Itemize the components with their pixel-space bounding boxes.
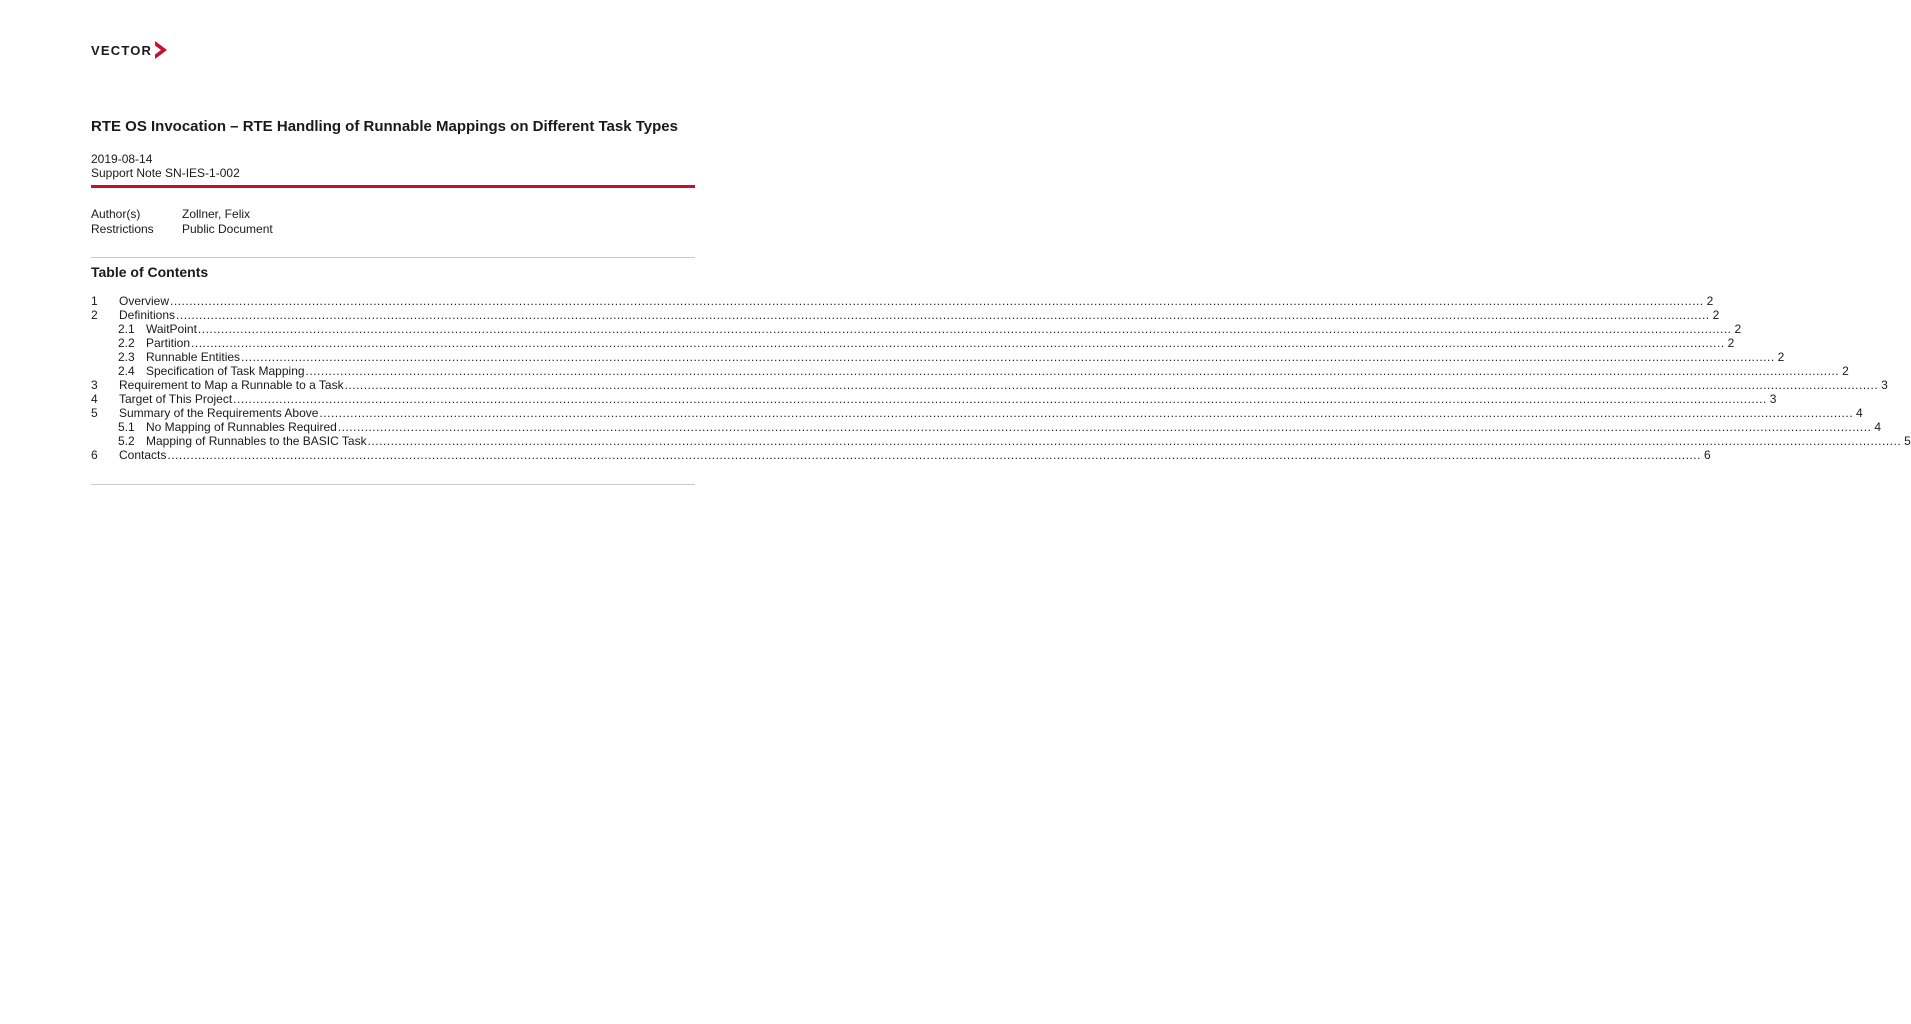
toc-entry-number: 2 [91,308,98,322]
toc-entry-title: Target of This Project [119,392,233,406]
toc-entry-page: 2 [1727,336,1735,350]
toc-entry-page: 2 [1734,322,1742,336]
toc-entry-page: 2 [1706,294,1714,308]
toc-entry-number: 4 [91,392,98,406]
toc-entry-page: 4 [1856,406,1863,420]
logo-text: VECTOR [91,42,153,58]
toc-entry[interactable] [91,448,1711,462]
toc-entry-number: 2.1 [118,322,135,336]
toc-entry[interactable] [91,378,1888,392]
toc-entry-number: 5.1 [118,420,135,434]
title-divider [91,185,695,188]
toc-leader-dots: ................................................................................................................................................................................................................................................................................................................................................................................................................ [233,392,1767,406]
toc-entry[interactable] [91,322,1742,336]
toc-entry[interactable] [91,336,1735,350]
toc-entry-title: No Mapping of Runnables Required [146,420,337,434]
toc-entry-page: 2 [1712,308,1720,322]
document-info [91,207,273,237]
toc-leader-dots: ................................................................................................................................................................................................................................................................................................................................................................................................................ [344,378,1879,392]
toc-leader-dots: ................................................................................................................................................................................................................................................................................................................................................................................................................ [305,364,1840,378]
toc-entry-number: 3 [91,378,98,392]
toc-leader-dots: ................................................................................................................................................................................................................................................................................................................................................................................................................ [337,420,1872,434]
toc-end-divider [91,484,695,485]
toc-entry-page: 5 [1904,434,1911,448]
toc-entry[interactable] [91,294,1714,308]
toc-entry[interactable] [91,420,1882,434]
toc-entry[interactable] [91,434,1911,448]
toc-entry-title: Runnable Entities [146,350,241,364]
toc-entry[interactable] [91,308,1720,322]
restrictions-row [91,222,273,237]
toc-entry[interactable] [91,350,1785,364]
toc-leader-dots: ................................................................................................................................................................................................................................................................................................................................................................................................................ [367,434,1902,448]
toc-entry-number: 5 [91,406,98,420]
toc-leader-dots: ................................................................................................................................................................................................................................................................................................................................................................................................................ [170,294,1704,308]
toc-heading: Table of Contents [91,264,209,280]
toc-leader-dots: ................................................................................................................................................................................................................................................................................................................................................................................................................ [241,350,1775,364]
toc-entry-title: Summary of the Requirements Above [119,406,319,420]
toc-entry[interactable] [91,392,1777,406]
toc-entry-title: Mapping of Runnables to the BASIC Task [146,434,367,448]
toc-entry-page: 6 [1703,448,1711,462]
toc-entry-number: 2.3 [118,350,135,364]
document-title: RTE OS Invocation – RTE Handling of Runnable Mappings on Different Task Types [91,118,678,135]
author-value: Zollner, Felix [182,207,251,221]
toc-entry-page: 2 [1842,364,1849,378]
toc-entry-title: Specification of Task Mapping [146,364,305,378]
toc-entry-page: 3 [1769,392,1777,406]
table-of-contents [91,294,1911,462]
toc-entry-number: 6 [91,448,98,462]
toc-entry-title: Overview [119,294,170,308]
toc-entry-number: 5.2 [118,434,135,448]
restrictions-value: Public Document [182,222,273,236]
support-note-id: Support Note SN-IES-1-002 [91,166,240,180]
vector-logo [91,41,168,59]
toc-leader-dots: ................................................................................................................................................................................................................................................................................................................................................................................................................ [176,308,1710,322]
author-row [91,207,273,222]
author-label: Author(s) [91,207,141,221]
toc-entry-title: Requirement to Map a Runnable to a Task [119,378,344,392]
section-divider [91,257,695,258]
toc-entry-page: 2 [1777,350,1785,364]
toc-entry-page: 3 [1881,378,1888,392]
toc-entry-page: 4 [1874,420,1882,434]
toc-entry-number: 1 [91,294,98,308]
toc-entry-title: WaitPoint [146,322,197,336]
toc-entry-title: Partition [146,336,191,350]
toc-entry-number: 2.4 [118,364,135,378]
toc-leader-dots: ................................................................................................................................................................................................................................................................................................................................................................................................................ [319,406,1854,420]
toc-leader-dots: ................................................................................................................................................................................................................................................................................................................................................................................................................ [197,322,1732,336]
toc-entry[interactable] [91,364,1849,378]
toc-leader-dots: ................................................................................................................................................................................................................................................................................................................................................................................................................ [167,448,1701,462]
toc-entry-number: 2.2 [118,336,135,350]
document-date: 2019-08-14 [91,152,153,166]
toc-entry-title: Definitions [119,308,176,322]
toc-entry-title: Contacts [119,448,167,462]
toc-leader-dots: ................................................................................................................................................................................................................................................................................................................................................................................................................ [191,336,1725,350]
restrictions-label: Restrictions [91,222,154,236]
chevron-right-icon [154,41,168,59]
toc-entry[interactable] [91,406,1863,420]
